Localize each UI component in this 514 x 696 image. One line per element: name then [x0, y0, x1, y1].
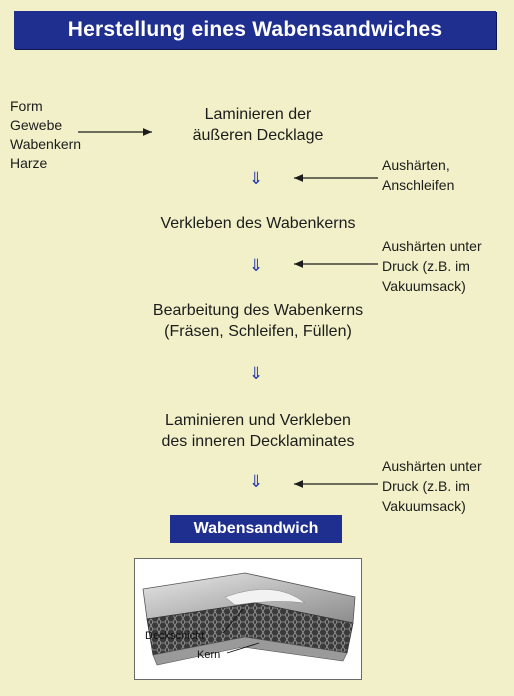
side-note-vacuum-1 [382, 236, 482, 296]
input-item: Gewebe [10, 117, 63, 133]
input-item: Form [10, 98, 43, 114]
step-3-line-2: (Fräsen, Schleifen, Füllen) [164, 323, 352, 340]
step-2-bond-core [118, 213, 398, 234]
step-4-line-1: Laminieren und Verkleben [165, 412, 351, 429]
side-note-3-line-3: Vakuumsack) [382, 498, 466, 514]
side-note-3-line-2: Druck (z.B. im [382, 478, 470, 494]
step-4-line-2: des inneren Decklaminates [161, 433, 355, 450]
flow-down-arrow-icon: ⇓ [248, 256, 264, 275]
input-materials-list [10, 97, 81, 173]
flow-down-arrow-icon: ⇓ [248, 364, 264, 383]
label-kern: Kern [197, 649, 221, 661]
step-4-laminate-inner [118, 410, 398, 452]
side-note-1-line-2: Anschleifen [382, 177, 455, 193]
honeycomb-sandwich-drawing [135, 559, 361, 679]
side-note-1-line-1: Aushärten, [382, 157, 450, 173]
result-label: Wabensandwich [170, 515, 342, 543]
step-1-line-1: Laminieren der [204, 106, 312, 123]
page-title: Herstellung eines Wabensandwiches [14, 11, 496, 49]
input-item: Wabenkern [10, 136, 82, 152]
side-note-2-line-3: Vakuumsack) [382, 278, 466, 294]
side-note-3-line-1: Aushärten unter [382, 458, 482, 474]
step-2-line-1: Verkleben des Wabenkerns [160, 215, 356, 232]
step-1-line-2: äußeren Decklage [192, 127, 324, 144]
input-item: Harze [10, 155, 48, 171]
side-note-cure-sand [382, 155, 454, 195]
honeycomb-sandwich-illustration [134, 558, 362, 680]
step-1-laminate-outer [118, 104, 398, 146]
flow-down-arrow-icon: ⇓ [248, 169, 264, 188]
step-3-machine-core [118, 300, 398, 342]
label-deckschicht: Deckschicht [145, 630, 205, 642]
flow-down-arrow-icon: ⇓ [248, 472, 264, 491]
side-note-2-line-2: Druck (z.B. im [382, 258, 470, 274]
step-3-line-1: Bearbeitung des Wabenkerns [152, 302, 364, 319]
side-note-vacuum-2 [382, 456, 482, 516]
side-note-2-line-1: Aushärten unter [382, 238, 482, 254]
